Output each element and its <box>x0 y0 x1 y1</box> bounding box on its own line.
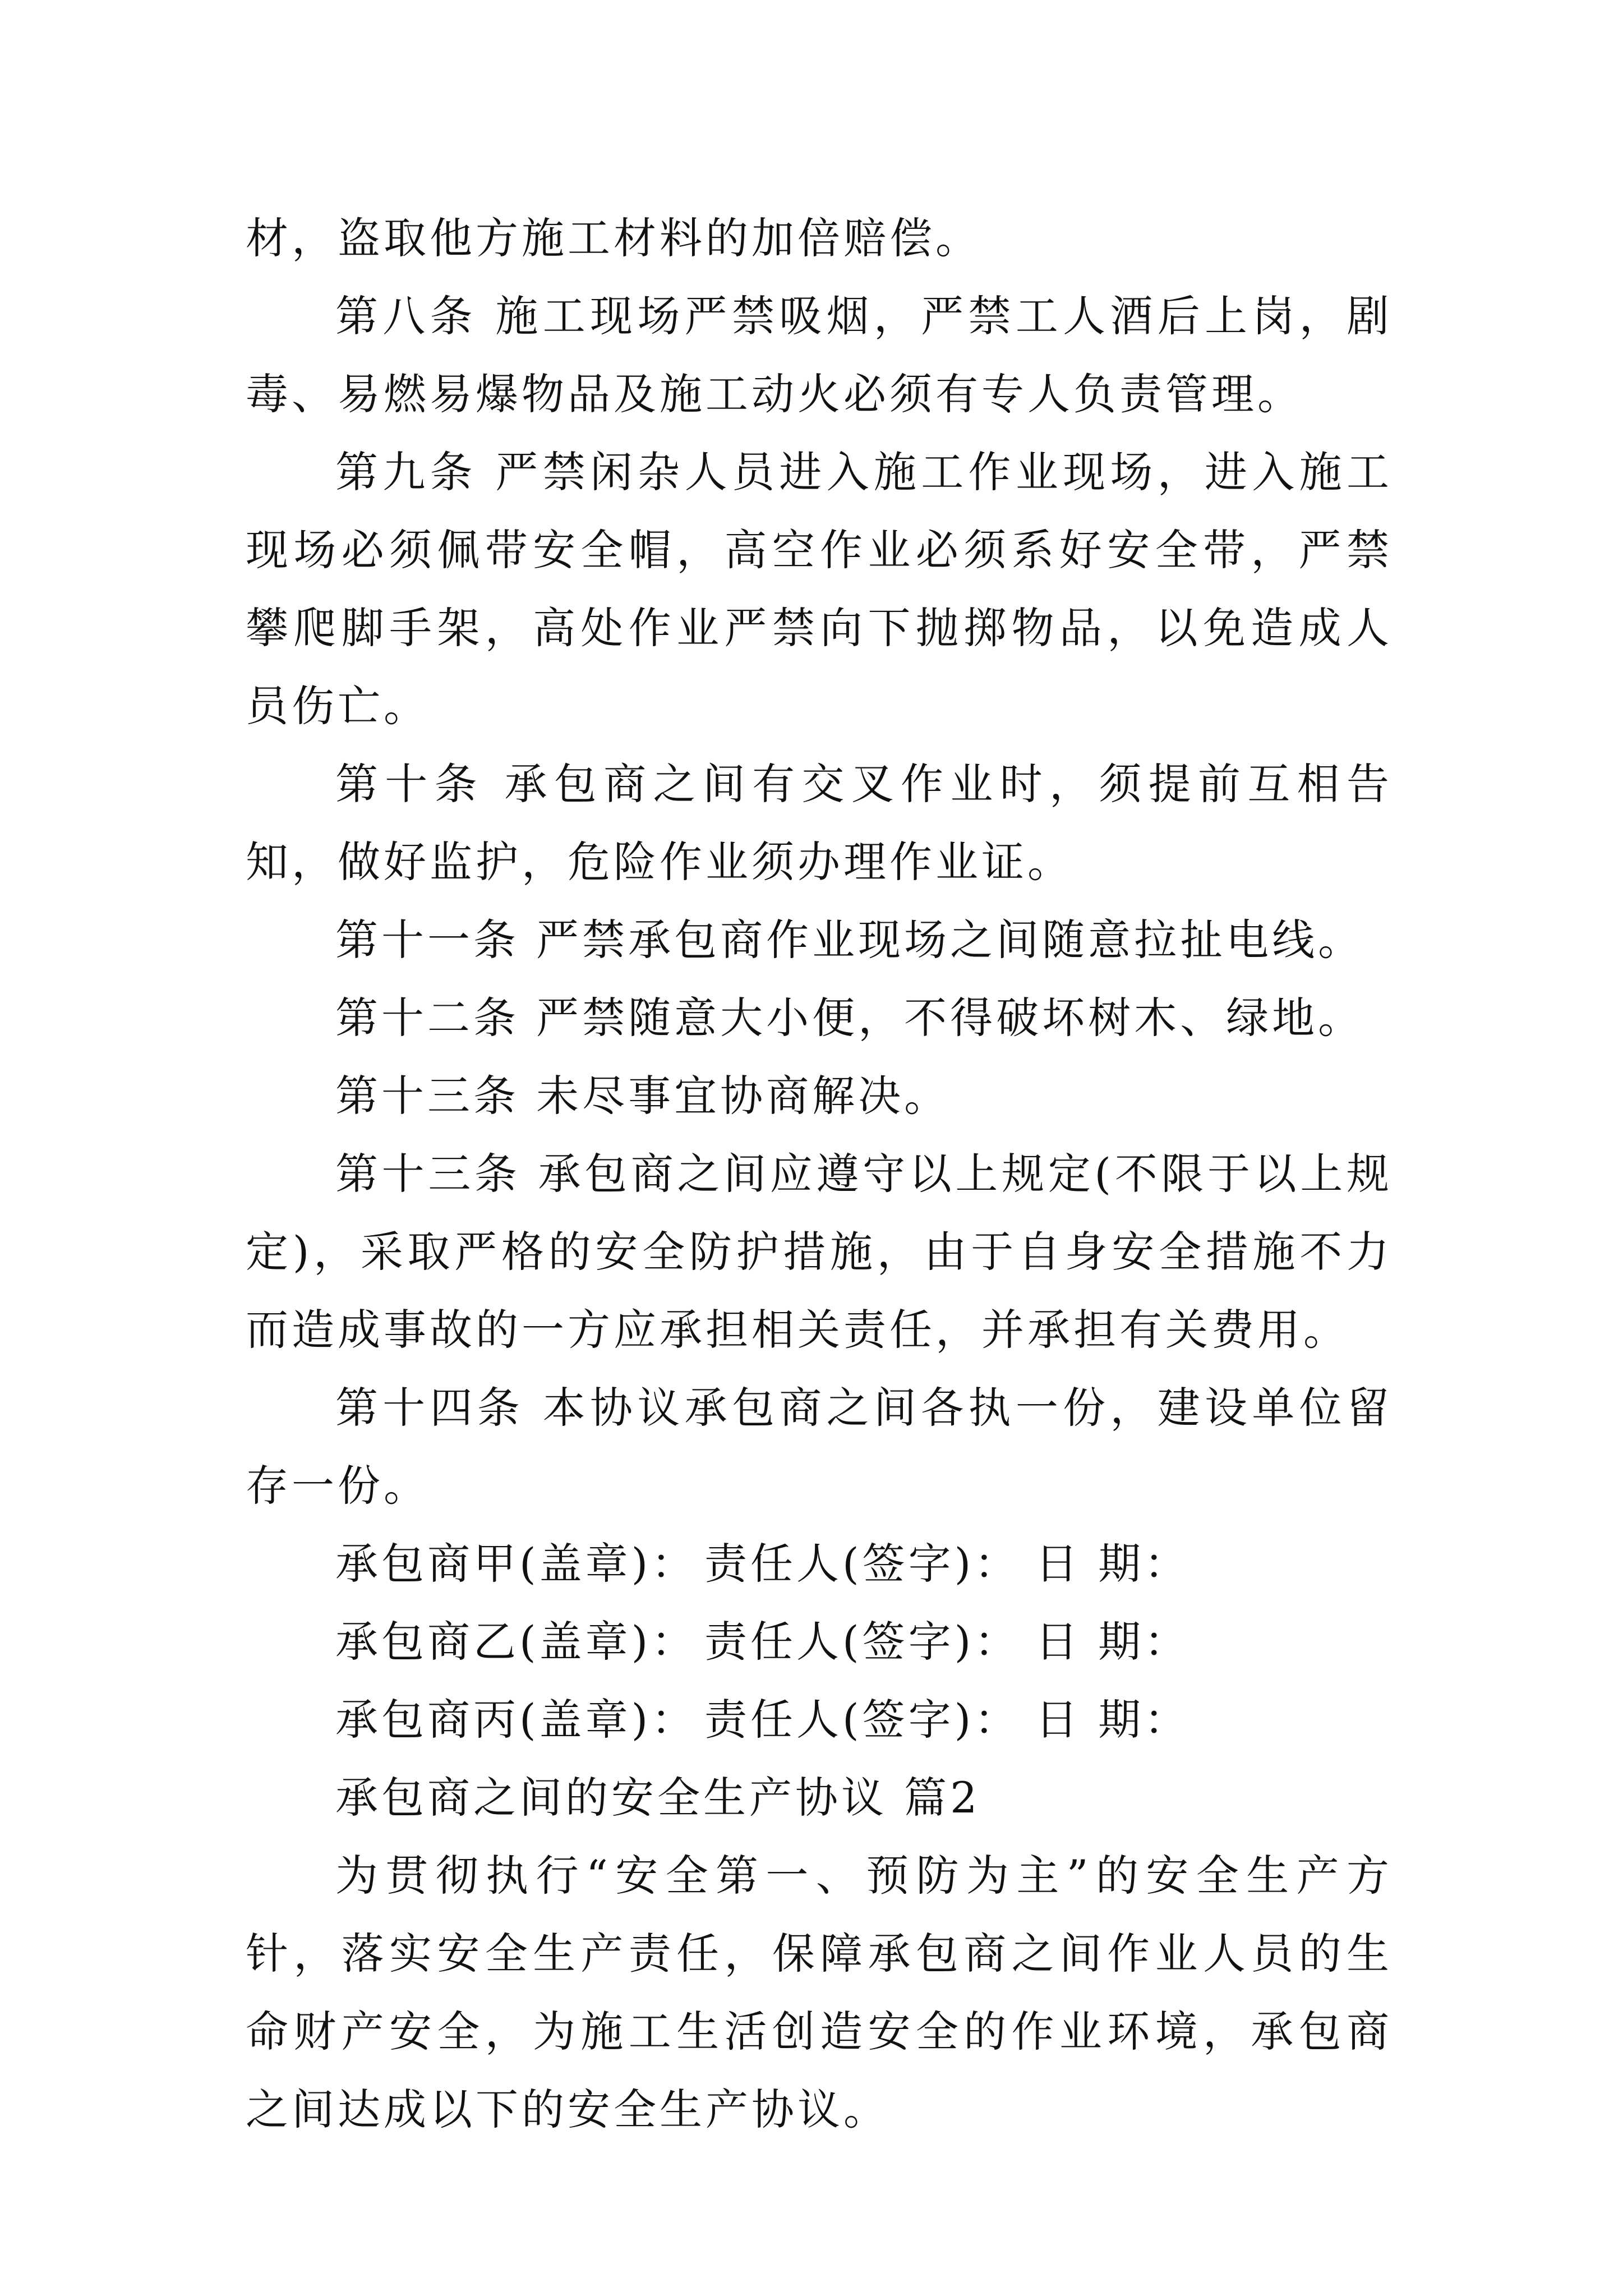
signature-party: 承包商甲(盖章)： <box>335 1539 698 1589</box>
article-9: 第九条 严禁闲杂人员进入施工作业现场，进入施工现场必须佩带安全帽，高空作业必须系好安全带，严禁攀爬脚手架，高处作业严禁向下抛掷物品，以免造成人员伤亡。 <box>246 447 1393 731</box>
signature-date: 日 期： <box>1035 1539 1191 1589</box>
signature-person: 责任人(签字)： <box>704 1617 1021 1667</box>
signature-line-c <box>246 1681 1393 1759</box>
article-13a: 第十三条 未尽事宜协商解决。 <box>335 1071 951 1121</box>
article-8: 第八条 施工现场严禁吸烟，严禁工人酒后上岗，剧毒、易燃易爆物品及施工动火必须有专人负责管理。 <box>246 291 1393 419</box>
section-heading: 承包商之间的安全生产协议 篇2 <box>335 1773 981 1823</box>
signature-party: 承包商丙(盖章)： <box>335 1695 698 1745</box>
article-11: 第十一条 严禁承包商作业现场之间随意拉扯电线。 <box>335 915 1364 965</box>
signature-person: 责任人(签字)： <box>704 1539 1021 1589</box>
article-13b: 第十三条 承包商之间应遵守以上规定(不限于以上规定)，采取严格的安全防护措施，由于自身安全措施不力而造成事故的一方应承担相关责任，并承担有关费用。 <box>246 1149 1393 1355</box>
signature-date: 日 期： <box>1035 1617 1191 1667</box>
closing-paragraph: 为贯彻执行“安全第一、预防为主”的安全生产方针，落实安全生产责任，保障承包商之间作业人员的生命财产安全，为施工生活创造安全的作业环境，承包商之间达成以下的安全生产协议。 <box>246 1851 1393 2134</box>
signature-party: 承包商乙(盖章)： <box>335 1617 698 1667</box>
signature-person: 责任人(签字)： <box>704 1695 1021 1745</box>
paragraph-continuation: 材，盗取他方施工材料的加倍赔偿。 <box>246 213 981 263</box>
signature-line-b <box>246 1603 1393 1681</box>
signature-date: 日 期： <box>1035 1695 1191 1745</box>
signature-line-a <box>246 1525 1393 1603</box>
article-10: 第十条 承包商之间有交叉作业时，须提前互相告知，做好监护，危险作业须办理作业证。 <box>246 759 1393 887</box>
article-14: 第十四条 本协议承包商之间各执一份，建设单位留存一份。 <box>246 1383 1393 1511</box>
document-body <box>246 199 1393 2148</box>
article-12: 第十二条 严禁随意大小便，不得破坏树木、绿地。 <box>335 993 1364 1043</box>
